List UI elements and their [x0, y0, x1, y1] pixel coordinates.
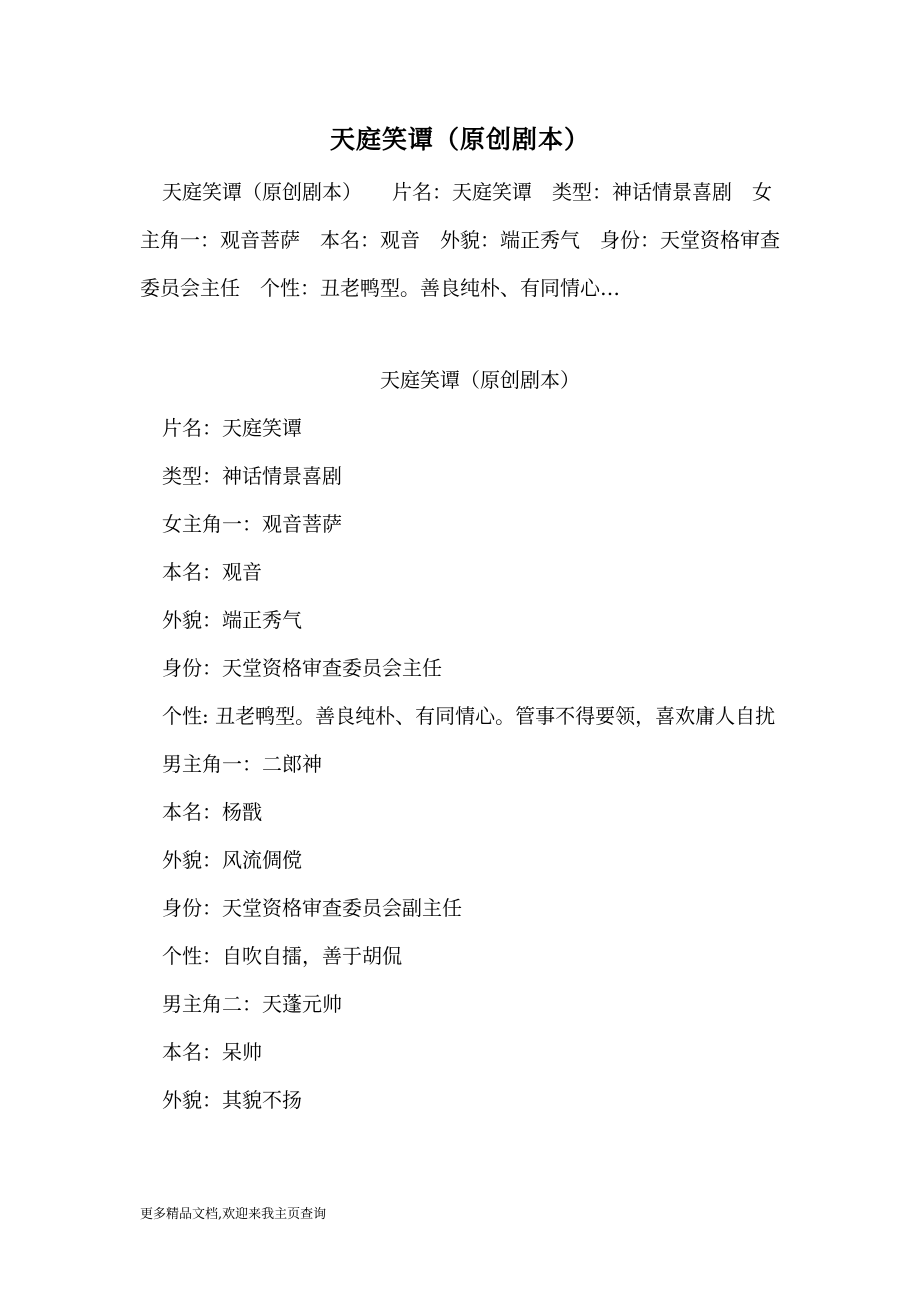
- line-appearance: 外貌：端正秀气: [162, 608, 302, 632]
- line-title: 片名：天庭笑谭: [162, 416, 302, 440]
- line-appearance: 外貌：其貌不扬: [162, 1088, 302, 1112]
- line-real-name: 本名：呆帅: [162, 1040, 262, 1064]
- character-list: [140, 404, 790, 1124]
- summary-paragraph: [140, 168, 790, 312]
- line-identity: 身份：天堂资格审查委员会副主任: [162, 896, 462, 920]
- summary-text: 天庭笑谭（原创剧本） 片名：天庭笑谭 类型：神话情景喜剧 女主角一：观音菩萨 本名：观音 外貌：端正秀气 身份：天堂资格审查委员会主任 个性：丑老鸭型。善良纯朴、有同情心…: [140, 180, 780, 300]
- line-male-lead-one: 男主角一：二郎神: [162, 752, 322, 776]
- line-real-name: 本名：杨戬: [162, 800, 262, 824]
- line-identity: 身份：天堂资格审查委员会主任: [162, 656, 442, 680]
- script-subtitle: 天庭笑谭（原创剧本）: [380, 368, 580, 392]
- line-appearance: 外貌：风流倜傥: [162, 848, 302, 872]
- footer-note: 更多精品文档,欢迎来我主页查询: [140, 1207, 327, 1222]
- document-title: 天庭笑谭（原创剧本）: [329, 125, 590, 154]
- line-female-lead: 女主角一：观音菩萨: [162, 512, 342, 536]
- line-genre: 类型：神话情景喜剧: [162, 464, 342, 488]
- line-personality: 个性: 丑老鸭型。善良纯朴、有同情心。管事不得要领，喜欢庸人自扰: [162, 704, 776, 728]
- line-male-lead-two: 男主角二：天蓬元帅: [162, 992, 342, 1016]
- line-personality: 个性：自吹自擂，善于胡侃: [162, 944, 402, 968]
- line-real-name: 本名：观音: [162, 560, 262, 584]
